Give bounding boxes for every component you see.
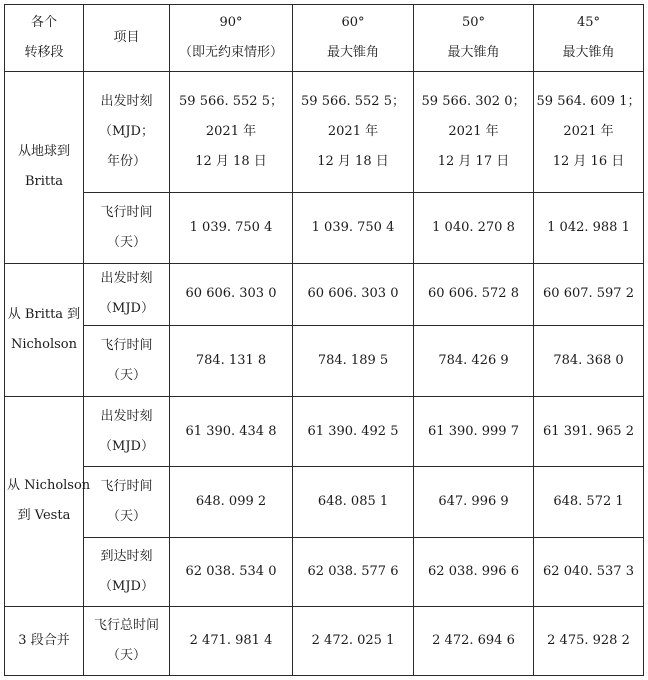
value-cell	[534, 325, 644, 396]
header-row	[5, 5, 644, 72]
value-cell-line: 2 471. 981 4	[189, 633, 273, 649]
header-case-cell-line: 50°	[461, 14, 486, 30]
value-cell-line: 647. 996 9	[438, 494, 509, 510]
value-cell-line: 59 566. 552 5；	[179, 94, 283, 109]
value-cell-line: 1 039. 750 4	[189, 220, 273, 236]
item-cell-line: （MJD）	[99, 438, 154, 454]
table-row	[5, 71, 644, 192]
value-cell-line: 1 039. 750 4	[311, 220, 395, 236]
header-case-cell-line: 最大锥角	[562, 44, 615, 60]
value-cell	[534, 467, 644, 538]
segment-name-cell-line: 从地球到	[17, 144, 70, 160]
value-cell	[414, 71, 534, 192]
item-cell-line: （天）	[106, 648, 146, 664]
value-cell-line: 784. 368 0	[553, 352, 624, 368]
header-segment-cell	[5, 5, 84, 72]
table-row	[5, 538, 644, 607]
value-cell	[293, 325, 414, 396]
value-cell-line: 784. 131 8	[195, 352, 267, 368]
table-row	[5, 396, 644, 467]
value-cell-line: 60 606. 303 0	[307, 286, 399, 302]
value-cell	[170, 193, 293, 264]
item-cell-line: （MJD）	[99, 301, 154, 317]
value-cell-line: 12 月 18 日	[195, 154, 267, 169]
value-cell	[293, 264, 414, 326]
value-cell-line: 61 390. 434 8	[185, 423, 277, 439]
value-cell-line: 2021 年	[327, 124, 379, 139]
segment-name-cell-line: 从 Nicholson	[7, 478, 91, 494]
item-cell-line: 出发时刻	[100, 94, 153, 109]
value-cell	[414, 467, 534, 538]
value-cell-line: 2 475. 928 2	[547, 633, 630, 649]
segment-name-cell-line: 到 Vesta	[17, 508, 71, 524]
segment-name-cell-line: Nicholson	[10, 336, 78, 352]
item-cell	[84, 396, 170, 467]
item-cell-line: （天）	[106, 235, 146, 251]
item-cell-line: 飞行总时间	[93, 618, 159, 634]
value-cell-line: 648. 099 2	[195, 494, 267, 510]
item-cell	[84, 264, 170, 326]
value-cell	[293, 71, 414, 192]
value-cell	[534, 71, 644, 192]
value-cell-line: 60 606. 303 0	[185, 286, 277, 302]
header-segment-cell-line: 各个	[30, 14, 57, 30]
value-cell-line: 60 606. 572 8	[428, 286, 519, 302]
segment-name-cell	[5, 396, 91, 607]
value-cell-line: 59 566. 302 0；	[421, 94, 526, 109]
value-cell-line: 1 040. 270 8	[432, 220, 515, 236]
item-cell-line: 飞行时间	[100, 479, 153, 495]
value-cell	[293, 538, 414, 607]
value-cell-line: 59 566. 552 5；	[301, 94, 405, 109]
value-cell	[170, 538, 293, 607]
header-case-cell-line: 90°	[219, 14, 243, 30]
value-cell-line: 2021 年	[205, 124, 257, 139]
header-segment-cell-line: 转移段	[24, 44, 64, 60]
value-cell	[293, 607, 414, 676]
value-cell-line: 784. 189 5	[317, 352, 389, 368]
item-cell	[84, 193, 170, 264]
transfer-results-table	[4, 4, 644, 676]
value-cell-line: 12 月 16 日	[552, 154, 625, 169]
item-cell-line: 飞行时间	[100, 337, 153, 353]
value-cell-line: 61 391. 965 2	[543, 423, 634, 439]
value-cell	[414, 193, 534, 264]
item-cell-line: 出发时刻	[100, 271, 153, 287]
item-cell	[84, 538, 170, 607]
header-case-cell-line: 60°	[341, 14, 365, 30]
header-case-cell-line: 最大锥角	[326, 44, 379, 60]
value-cell-line: 784. 426 9	[438, 352, 509, 368]
value-cell	[414, 396, 534, 467]
value-cell-line: 2021 年	[563, 124, 614, 139]
header-case-cell	[534, 5, 644, 72]
value-cell-line: 59 564. 609 1；	[536, 94, 641, 109]
table-body	[5, 5, 644, 676]
item-cell-line: （天）	[106, 509, 146, 525]
value-cell-line: 12 月 17 日	[437, 154, 510, 169]
segment-name-cell-line: 3 段合并	[18, 633, 70, 649]
item-cell-line: 到达时刻	[100, 549, 153, 565]
value-cell	[293, 193, 414, 264]
item-cell	[84, 325, 170, 396]
value-cell-line: 648. 085 1	[317, 494, 389, 510]
item-cell-line: 出发时刻	[100, 408, 153, 424]
value-cell	[534, 264, 644, 326]
header-case-cell-line: 最大锥角	[447, 44, 500, 60]
value-cell-line: 60 607. 597 2	[543, 286, 634, 302]
header-case-cell-line: （即无约束情形）	[178, 44, 283, 60]
item-cell-line: （MJD）	[99, 579, 154, 595]
table-row	[5, 325, 644, 396]
value-cell-line: 62 038. 577 6	[307, 564, 399, 580]
value-cell-line: 62 038. 534 0	[185, 564, 277, 580]
segment-name-cell	[5, 607, 84, 676]
item-cell-line: 飞行时间	[100, 205, 153, 221]
item-cell	[84, 467, 170, 538]
value-cell	[534, 607, 644, 676]
value-cell-line: 648. 572 1	[553, 494, 624, 510]
table-row	[5, 467, 644, 538]
table-row	[5, 607, 644, 676]
value-cell	[170, 71, 293, 192]
value-cell-line: 61 390. 492 5	[307, 423, 399, 439]
value-cell	[170, 325, 293, 396]
value-cell	[293, 467, 414, 538]
value-cell-line: 1 042. 988 1	[547, 220, 630, 236]
value-cell	[170, 396, 293, 467]
value-cell-line: 62 038. 996 6	[428, 564, 519, 580]
value-cell	[414, 325, 534, 396]
header-case-cell	[293, 5, 414, 72]
value-cell-line: 2 472. 025 1	[311, 633, 395, 649]
value-cell	[534, 396, 644, 467]
table-row	[5, 264, 644, 326]
value-cell	[293, 396, 414, 467]
item-cell-line: （天）	[106, 367, 146, 383]
value-cell	[170, 264, 293, 326]
segment-name-cell-line: Britta	[24, 174, 64, 190]
header-case-cell	[414, 5, 534, 72]
value-cell-line: 62 040. 537 3	[543, 564, 634, 580]
value-cell	[414, 264, 534, 326]
value-cell-line: 2 472. 694 6	[432, 633, 515, 649]
item-cell-line: （MJD；	[99, 124, 154, 139]
segment-name-cell-line: 从 Britta 到	[7, 306, 81, 322]
item-cell	[84, 607, 170, 676]
value-cell	[534, 538, 644, 607]
value-cell	[170, 467, 293, 538]
value-cell-line: 2021 年	[448, 124, 499, 139]
value-cell	[414, 607, 534, 676]
segment-name-cell	[5, 71, 84, 263]
header-item-cell: 项目	[84, 5, 170, 72]
value-cell	[414, 538, 534, 607]
item-cell-line: 年份）	[106, 154, 146, 169]
value-cell-line: 12 月 18 日	[317, 154, 389, 169]
table-row	[5, 193, 644, 264]
item-cell	[84, 71, 170, 192]
value-cell	[534, 193, 644, 264]
segment-name-cell	[5, 264, 84, 397]
value-cell	[170, 607, 293, 676]
value-cell-line: 61 390. 999 7	[428, 423, 519, 439]
header-case-cell-line: 45°	[576, 14, 601, 30]
header-case-cell	[170, 5, 293, 72]
